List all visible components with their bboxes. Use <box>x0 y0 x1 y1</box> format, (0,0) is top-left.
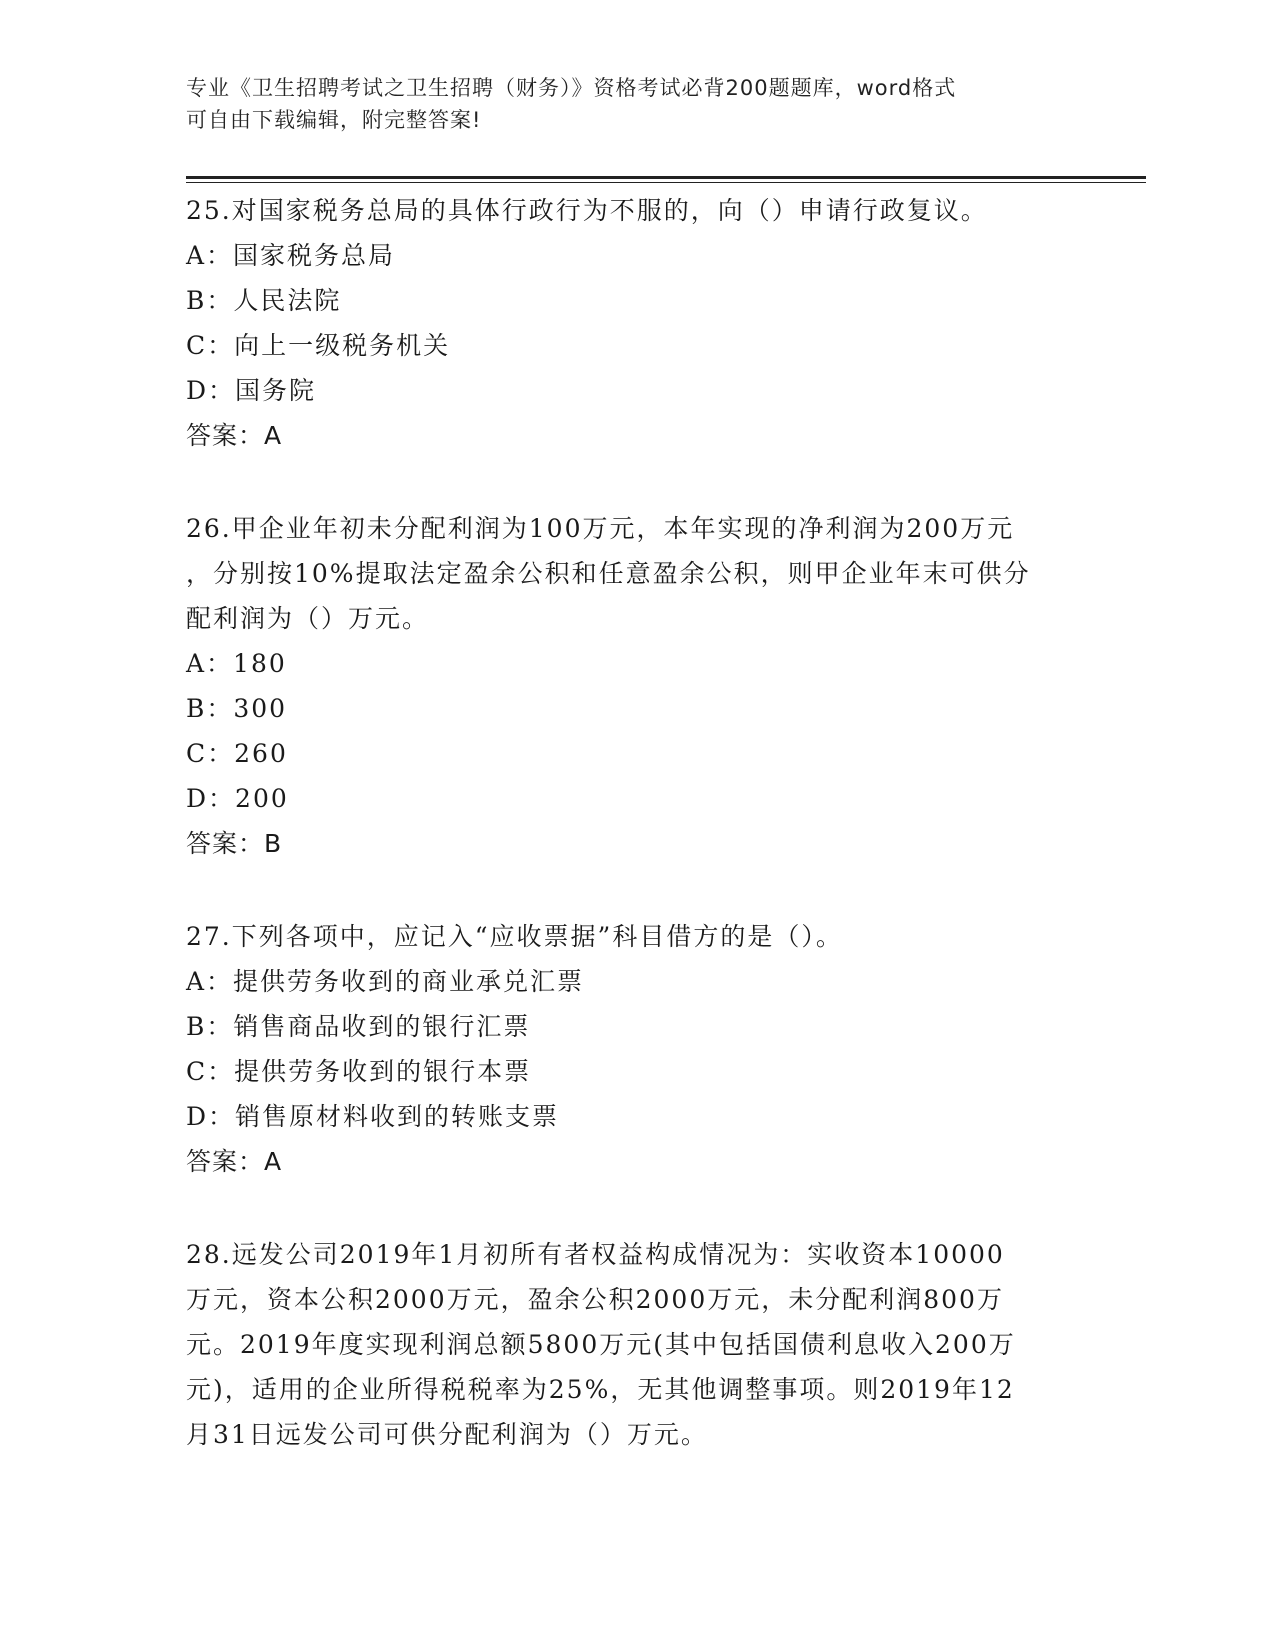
question-stem: 配利润为（）万元。 <box>186 604 430 633</box>
question-stem: ，分别按10%提取法定盈余公积和任意盈余公积，则甲企业年末可供分 <box>186 559 1031 588</box>
option-a: A：国家税务总局 <box>186 241 396 270</box>
option-d: D：200 <box>186 784 289 813</box>
option-c: C：260 <box>186 739 288 768</box>
question-spacer <box>186 866 1086 914</box>
header-divider-thick <box>186 176 1146 179</box>
question-25 <box>186 188 1086 458</box>
answer-line: 答案：A <box>186 1147 283 1176</box>
question-spacer <box>186 458 1086 506</box>
option-b: B：销售商品收到的银行汇票 <box>186 1012 531 1041</box>
question-stem: 元。2019年度实现利润总额5800万元(其中包括国债利息收入200万 <box>186 1330 1016 1359</box>
option-b: B：人民法院 <box>186 286 342 315</box>
option-b: B：300 <box>186 694 288 723</box>
question-stem: 27.下列各项中，应记入“应收票据”科目借方的是（）。 <box>186 922 843 951</box>
header-divider-thin <box>186 182 1146 183</box>
header-line-1: 专业《卫生招聘考试之卫生招聘（财务）》资格考试必背200题题库，word格式 <box>186 76 957 100</box>
question-stem: 25.对国家税务总局的具体行政行为不服的，向（）申请行政复议。 <box>186 196 988 225</box>
option-c: C：提供劳务收到的银行本票 <box>186 1057 532 1086</box>
question-stem: 万元，资本公积2000万元，盈余公积2000万元，未分配利润800万 <box>186 1285 1004 1314</box>
option-a: A：180 <box>186 649 287 678</box>
question-stem: 26.甲企业年初未分配利润为100万元，本年实现的净利润为200万元 <box>186 514 1015 543</box>
header-line-2: 可自由下载编辑，附完整答案! <box>186 108 482 132</box>
question-stem: 28.远发公司2019年1月初所有者权益构成情况为：实收资本10000 <box>186 1240 1005 1269</box>
question-28 <box>186 1232 1086 1457</box>
answer-line: 答案：A <box>186 421 283 450</box>
question-spacer <box>186 1184 1086 1232</box>
question-27 <box>186 914 1086 1184</box>
option-c: C：向上一级税务机关 <box>186 331 451 360</box>
question-stem: 元)，适用的企业所得税税率为25%，无其他调整事项。则2019年12 <box>186 1375 1015 1404</box>
question-stem: 月31日远发公司可供分配利润为（）万元。 <box>186 1420 708 1449</box>
answer-line: 答案：B <box>186 829 283 858</box>
option-a: A：提供劳务收到的商业承兑汇票 <box>186 967 585 996</box>
question-list <box>186 188 1086 1457</box>
option-d: D：国务院 <box>186 376 317 405</box>
question-26 <box>186 506 1086 866</box>
document-header <box>186 72 1086 136</box>
option-d: D：销售原材料收到的转账支票 <box>186 1102 560 1131</box>
